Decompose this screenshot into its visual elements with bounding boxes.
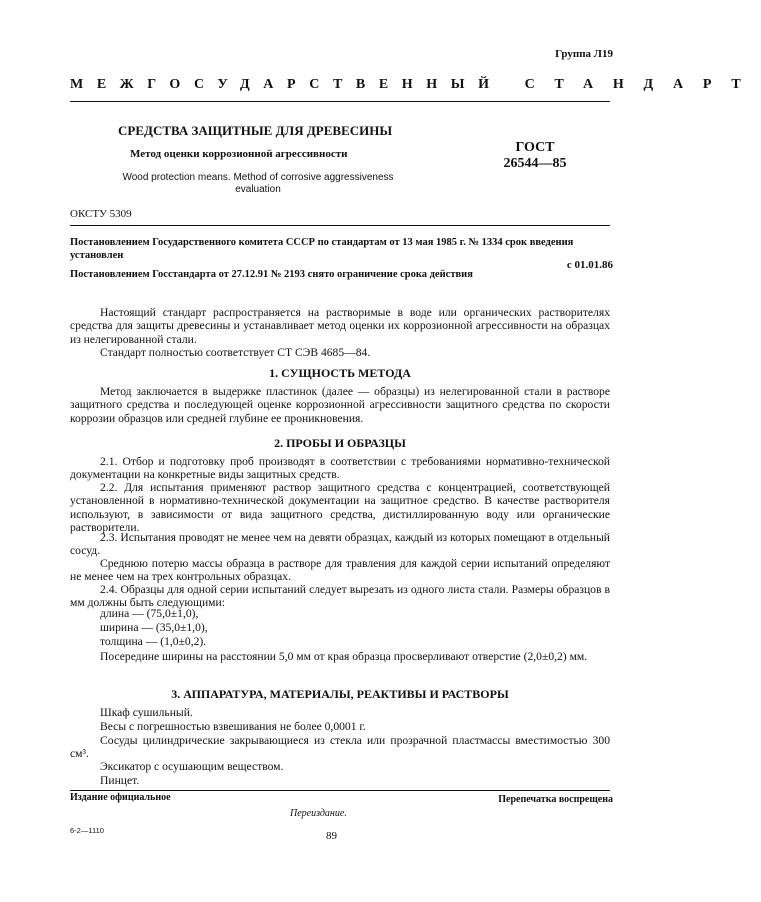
reissue-note: Переиздание. xyxy=(290,808,347,819)
gost-number: 26544—85 xyxy=(503,156,567,171)
okstu-code: ОКСТУ 5309 xyxy=(70,208,132,220)
equipment-item-2: Весы с погрешностью взвешивания не более 0,0001 г. xyxy=(100,720,366,733)
intro-paragraph: Настоящий стандарт распространяется на растворимые в воде или органических растворителях средства для защиты древесины и устанавливает метод оценки их коррозионной агрессивности на образцах из нелегированной стали. xyxy=(70,306,610,346)
standard-banner xyxy=(70,77,761,93)
group-label: Группа Л19 xyxy=(555,48,613,60)
equipment-item-5: Пинцет. xyxy=(100,774,140,787)
reprint-prohibited: Перепечатка воспрещена xyxy=(498,794,613,805)
document-title: СРЕДСТВА ЗАЩИТНЫЕ ДЛЯ ДРЕВЕСИНЫ xyxy=(118,123,393,138)
dimension-length: длина — (75,0±1,0), xyxy=(100,607,199,620)
decree-2: Постановлением Госстандарта от 27.12.91 № 2193 снято ограничение срока действия xyxy=(70,269,473,280)
clause-2-4-hole: Посередине ширины на расстоянии 5,0 мм от края образца просверливают отверстие (2,0±0,2) мм. xyxy=(100,650,588,663)
dimension-thickness: толщина — (1,0±0,2). xyxy=(100,635,207,648)
intro-compliance: Стандарт полностью соответствует СТ СЭВ 4685—84. xyxy=(100,346,371,359)
footer-divider xyxy=(70,790,610,791)
gost-label: ГОСТ xyxy=(515,140,555,155)
dimension-width: ширина — (35,0±1,0), xyxy=(100,621,208,634)
clause-2-1: 2.1. Отбор и подготовку проб производят в соответствии с требованиями нормативно-технической документации на конкретные виды защитных средств. xyxy=(70,455,610,482)
clause-2-4: 2.4. Образцы для одной серии испытаний следует вырезать из одного листа стали. Размеры образцов в мм должны быть следующими: xyxy=(70,583,610,610)
okstu-divider xyxy=(70,225,610,226)
page-number: 89 xyxy=(326,830,337,842)
clause-2-2: 2.2. Для испытания применяют раствор защитного средства с концентрацией, соответствующей установленной в нормативно-технической документации на защитное средство. В качестве растворителя используют, в зависимости от вида защитного средства, дистиллированную воду или органические растворители. xyxy=(70,481,610,535)
effective-date: с 01.01.86 xyxy=(566,259,613,271)
section-1-paragraph: Метод заключается в выдержке пластинок (далее — образцы) из нелегированной стали в растворе защитного средства и последующей оценке коррозионной агрессивности защитного средства по скорости коррозии образцов или средней глубине ее проникновения. xyxy=(70,385,610,425)
section-1-heading: 1. СУЩНОСТЬ МЕТОДА xyxy=(269,366,411,380)
section-3-heading: 3. АППАРАТУРА, МАТЕРИАЛЫ, РЕАКТИВЫ И РАСТВОРЫ xyxy=(171,687,509,701)
document-subtitle: Метод оценки коррозионной агрессивности xyxy=(130,148,348,160)
equipment-item-3: Сосуды цилиндрические закрывающиеся из стекла или прозрачной пластмассы вместимостью 300 см³. xyxy=(70,734,610,761)
header-divider xyxy=(70,101,610,102)
gost-designation xyxy=(490,140,580,172)
decree-1: Постановлением Государственного комитета СССР по стандартам от 13 мая 1985 г. № 1334 срок введения установлен xyxy=(70,237,574,261)
equipment-item-4: Эксикатор с осушающим веществом. xyxy=(100,760,284,773)
banner-word-standard: СТАНДАРТ xyxy=(524,77,761,92)
print-code: 6-2—1110 xyxy=(70,826,104,835)
english-title: Wood protection means. Method of corrosive aggressiveness evaluation xyxy=(122,172,394,195)
official-edition: Издание официальное xyxy=(70,792,171,803)
section-2-heading: 2. ПРОБЫ И ОБРАЗЦЫ xyxy=(274,436,406,450)
clause-2-3-control: Среднюю потерю массы образца в растворе для травления для каждой серии испытаний определяют не менее чем на трех контрольных образцах. xyxy=(70,557,610,584)
banner-word-interstate: МЕЖГОСУДАРСТВЕННЫЙ xyxy=(70,77,503,92)
clause-2-3: 2.3. Испытания проводят не менее чем на девяти образцах, каждый из которых помещают в отдельный сосуд. xyxy=(70,531,610,558)
equipment-item-1: Шкаф сушильный. xyxy=(100,706,193,719)
